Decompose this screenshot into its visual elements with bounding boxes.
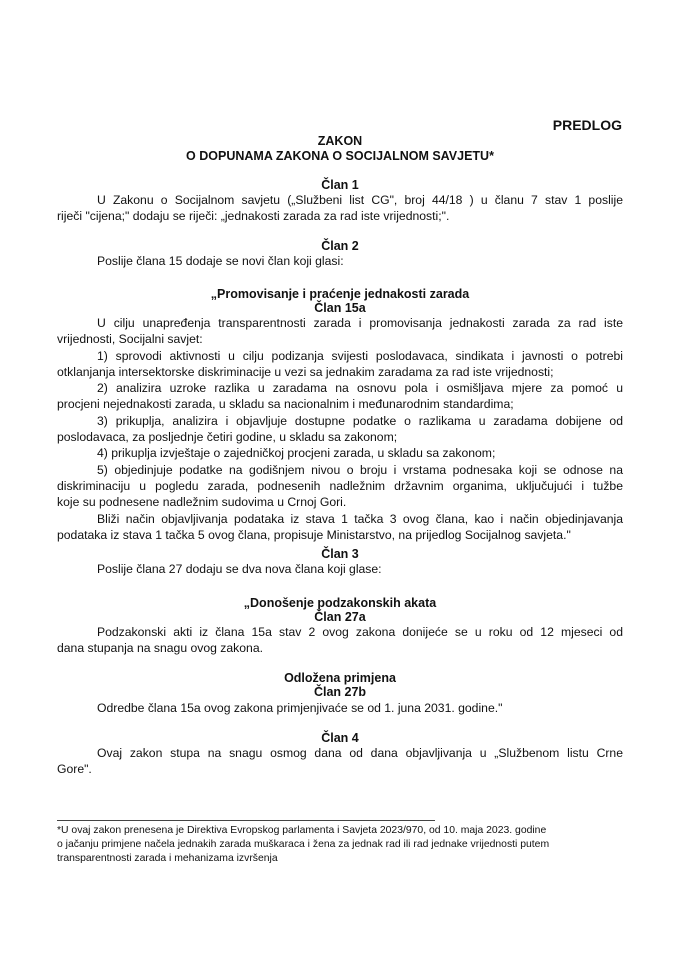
text-line: poslodavaca, za posljednje četiri godine, u skladu sa zakonom; [57,430,398,445]
text-line: Poslije člana 15 dodaje se novi član koji glasi: [97,254,344,268]
law-subtitle: O DOPUNAMA ZAKONA O SOCIJALNOM SAVJETU* [186,149,494,163]
footnote-divider [57,820,435,821]
footnote [57,824,623,866]
article-2-intro [57,253,623,269]
closing-paragraph: Bliži način objavljivanja podataka iz stava 1 tačka 3 ovog člana, kao i način objedinjavanja [97,511,623,526]
text-line: Gore". [57,762,92,777]
article-27a-title: „Donošenje podzakonskih akata [243,596,437,610]
text-line: U Zakonu o Socijalnom savjetu („Službeni list CG", broj 44/18 ) u članu 7 stav 1 poslije [97,193,623,207]
article-27b-heading: Član 27b [313,685,367,699]
article-15a-body [57,315,623,543]
text-line: procjeni nejednakosti zarada, u skladu sa nacionalnim i međunarodnim standardima; [57,397,514,412]
list-item-3: 3) prikuplja, analizira i objavljuje dostupne podatke o razlikama u zaradama dobijene od [97,413,623,428]
list-item-5: 5) objedinjuje podatke na godišnjem nivou o broju i vrstama podnesaka koji se odnose na [97,462,623,477]
footnote-line: *U ovaj zakon prenesena je Direktiva Evropskog parlamenta i Savjeta 2023/970, od 10. maja 2023. godine [57,825,547,836]
text-line: Poslije člana 27 dodaju se dva nova člana koji glase: [97,562,382,576]
law-title: ZAKON [317,134,363,148]
article-4-heading: Član 4 [321,731,359,745]
text-line: vrijednosti, Socijalni savjet: [57,332,203,347]
article-3-intro [57,561,623,577]
article-1-heading: Član 1 [321,178,359,192]
text-line: podataka iz stava 1 tačka 5 ovog člana, propisuje Ministarstvo, na prijedlog Socijalnog savjeta." [57,527,571,542]
text-line: riječi "cijena;" dodaju se riječi: „jednakosti zarada za rad iste vrijednosti;". [57,209,450,224]
article-3-heading: Član 3 [321,547,359,561]
article-2-heading: Član 2 [321,239,359,253]
text-line: Odredbe člana 15a ovog zakona primjenjivaće se od 1. juna 2031. godine." [97,701,503,715]
text-line: U cilju unapređenja transparentnosti zarada i promovisanja jednakosti zarada za rad iste [97,316,623,330]
article-27a-text [57,624,623,657]
article-4-text [57,745,623,778]
list-item-2: 2) analizira uzroke razlika u zaradama na osnovu pola i osmišljava mjere za pomoć u [97,381,623,396]
text-line: diskriminaciju u pogledu zarada, podnesenih nadležnim državnim organima, uključujući i tužbe [57,478,623,493]
text-line: koje su podnesene nadležnim sudovima u Crnoj Gori. [57,495,347,510]
footnote-line: o jačanju primjene načela jednakih zarada muškaraca i žena za jednak rad ili rad jednake vrijednosti putem [57,839,550,850]
article-27b-title: Odložena primjena [284,671,396,685]
list-item-1: 1) sprovodi aktivnosti u cilju podizanja svijesti poslodavaca, sindikata i javnosti o potrebi [97,348,623,363]
list-item-4: 4) prikuplja izvještaje o zajedničkoj procjeni zarada, u skladu sa zakonom; [97,446,496,461]
article-1-text [57,192,623,225]
text-line: Podzakonski akti iz člana 15a stav 2 ovog zakona donijeće se u roku od 12 mjeseci od [97,625,623,639]
article-15a-title: „Promovisanje i praćenje jednakosti zarada [210,287,470,301]
text-line: Ovaj zakon stupa na snagu osmog dana od dana objavljivanja u „Službenom listu Crne [97,746,623,760]
article-27a-heading: Član 27a [314,610,366,624]
proposal-tag: PREDLOG [552,117,622,133]
footnote-line: transparentnosti zarada i mehanizama izvršenja [57,853,278,864]
text-line: dana stupanja na snagu ovog zakona. [57,641,263,656]
article-27b-text [57,700,623,716]
article-15a-heading: Član 15a [314,301,366,315]
text-line: otklanjanja intersektorske diskriminacije u vezi sa jednakim zaradama za rad iste vrijednosti; [57,364,554,379]
